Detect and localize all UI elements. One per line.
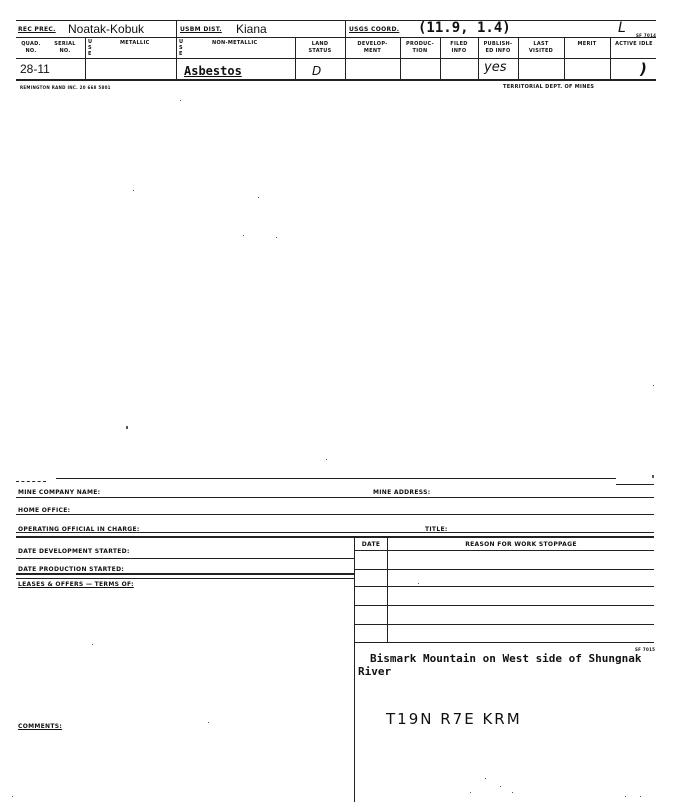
- printer-line: REMINGTON RAND INC. 20 668 5801: [20, 85, 111, 90]
- comments-label: COMMENTS:: [18, 723, 63, 730]
- form-number-top: SF 7014: [636, 33, 657, 38]
- form-number-bottom: SF 7015: [635, 647, 656, 652]
- department-label: TERRITORIAL DEPT. OF MINES: [503, 84, 595, 90]
- col-use-letters-2: U S E: [179, 39, 184, 57]
- scan-speck: [180, 100, 181, 101]
- scan-speck: [133, 190, 134, 191]
- scan-speck: [500, 786, 501, 787]
- scan-speck: [92, 644, 93, 645]
- mine-company-name-label: MINE COMPANY NAME:: [18, 489, 101, 496]
- col-metallic: METALLIC: [120, 40, 150, 46]
- scan-speck: [126, 426, 128, 429]
- mine-address-label: MINE ADDRESS:: [373, 489, 431, 496]
- col-merit: MERIT: [577, 41, 597, 47]
- land-status-value: D: [312, 64, 322, 78]
- col-use-letters-1: U S E: [88, 39, 93, 57]
- location-line-1: Bismark Mountain on West side of Shungnak: [370, 652, 642, 665]
- usbm-dist-value: Kiana: [236, 22, 267, 36]
- scan-speck: [512, 792, 513, 793]
- col-development: DEVELOP- MENT: [357, 41, 388, 54]
- leases-offers-label: LEASES & OFFERS — TERMS OF:: [18, 581, 134, 588]
- col-published-info: PUBLISH- ED INFO: [483, 41, 513, 54]
- scan-speck: [640, 796, 641, 797]
- usgs-coord-label: USGS COORD.: [349, 26, 400, 33]
- active-idle-value: ): [640, 60, 647, 78]
- col-quad-no: QUAD. NO.: [21, 41, 41, 54]
- scan-speck: [326, 459, 327, 460]
- reason-header: REASON FOR WORK STOPPAGE: [465, 541, 577, 548]
- col-production: PRODUC- TION: [406, 41, 434, 54]
- location-line-2: River: [358, 665, 392, 678]
- scan-speck: [276, 237, 277, 238]
- published-info-value: yes: [484, 60, 507, 75]
- scan-speck: [258, 197, 259, 198]
- scan-speck: [470, 792, 471, 793]
- location-description: [358, 652, 658, 678]
- quad-no-value: 28-11: [20, 62, 50, 76]
- mark-l: L: [618, 20, 626, 36]
- scan-speck: [485, 778, 486, 779]
- scan-speck: [625, 796, 626, 797]
- col-land-status: LAND STATUS: [308, 41, 332, 54]
- date-header: DATE: [361, 541, 381, 548]
- home-office-label: HOME OFFICE:: [18, 507, 71, 514]
- rec-prec-label: REC PREC.: [18, 26, 56, 33]
- scan-speck: [243, 235, 244, 236]
- col-filed-info: FILED INFO: [450, 41, 468, 54]
- mine-record-card-bottom: [0, 470, 678, 806]
- col-serial-no: SERIAL NO.: [54, 41, 76, 54]
- title-label: TITLE:: [425, 526, 448, 533]
- handwritten-township-code: T19N R7E KRM: [386, 710, 522, 728]
- operating-official-label: OPERATING OFFICIAL IN CHARGE:: [18, 526, 140, 533]
- date-development-label: DATE DEVELOPMENT STARTED:: [18, 548, 130, 555]
- non-metallic-value: Asbestos: [184, 64, 242, 78]
- scan-speck: [653, 385, 654, 386]
- scan-speck: [12, 796, 13, 797]
- mine-record-card-top: [0, 0, 678, 110]
- usbm-dist-label: USBM DIST.: [180, 26, 222, 33]
- usgs-coord-value: (11.9, 1.4): [418, 20, 511, 36]
- rec-prec-value: Noatak-Kobuk: [68, 22, 145, 36]
- col-active-idle: ACTIVE IDLE: [615, 41, 653, 47]
- scan-speck: [418, 583, 419, 584]
- date-production-label: DATE PRODUCTION STARTED:: [18, 566, 125, 573]
- col-last-visited: LAST VISITED: [528, 41, 554, 54]
- col-non-metallic: NON-METALLIC: [212, 40, 258, 46]
- scan-speck: [208, 722, 209, 723]
